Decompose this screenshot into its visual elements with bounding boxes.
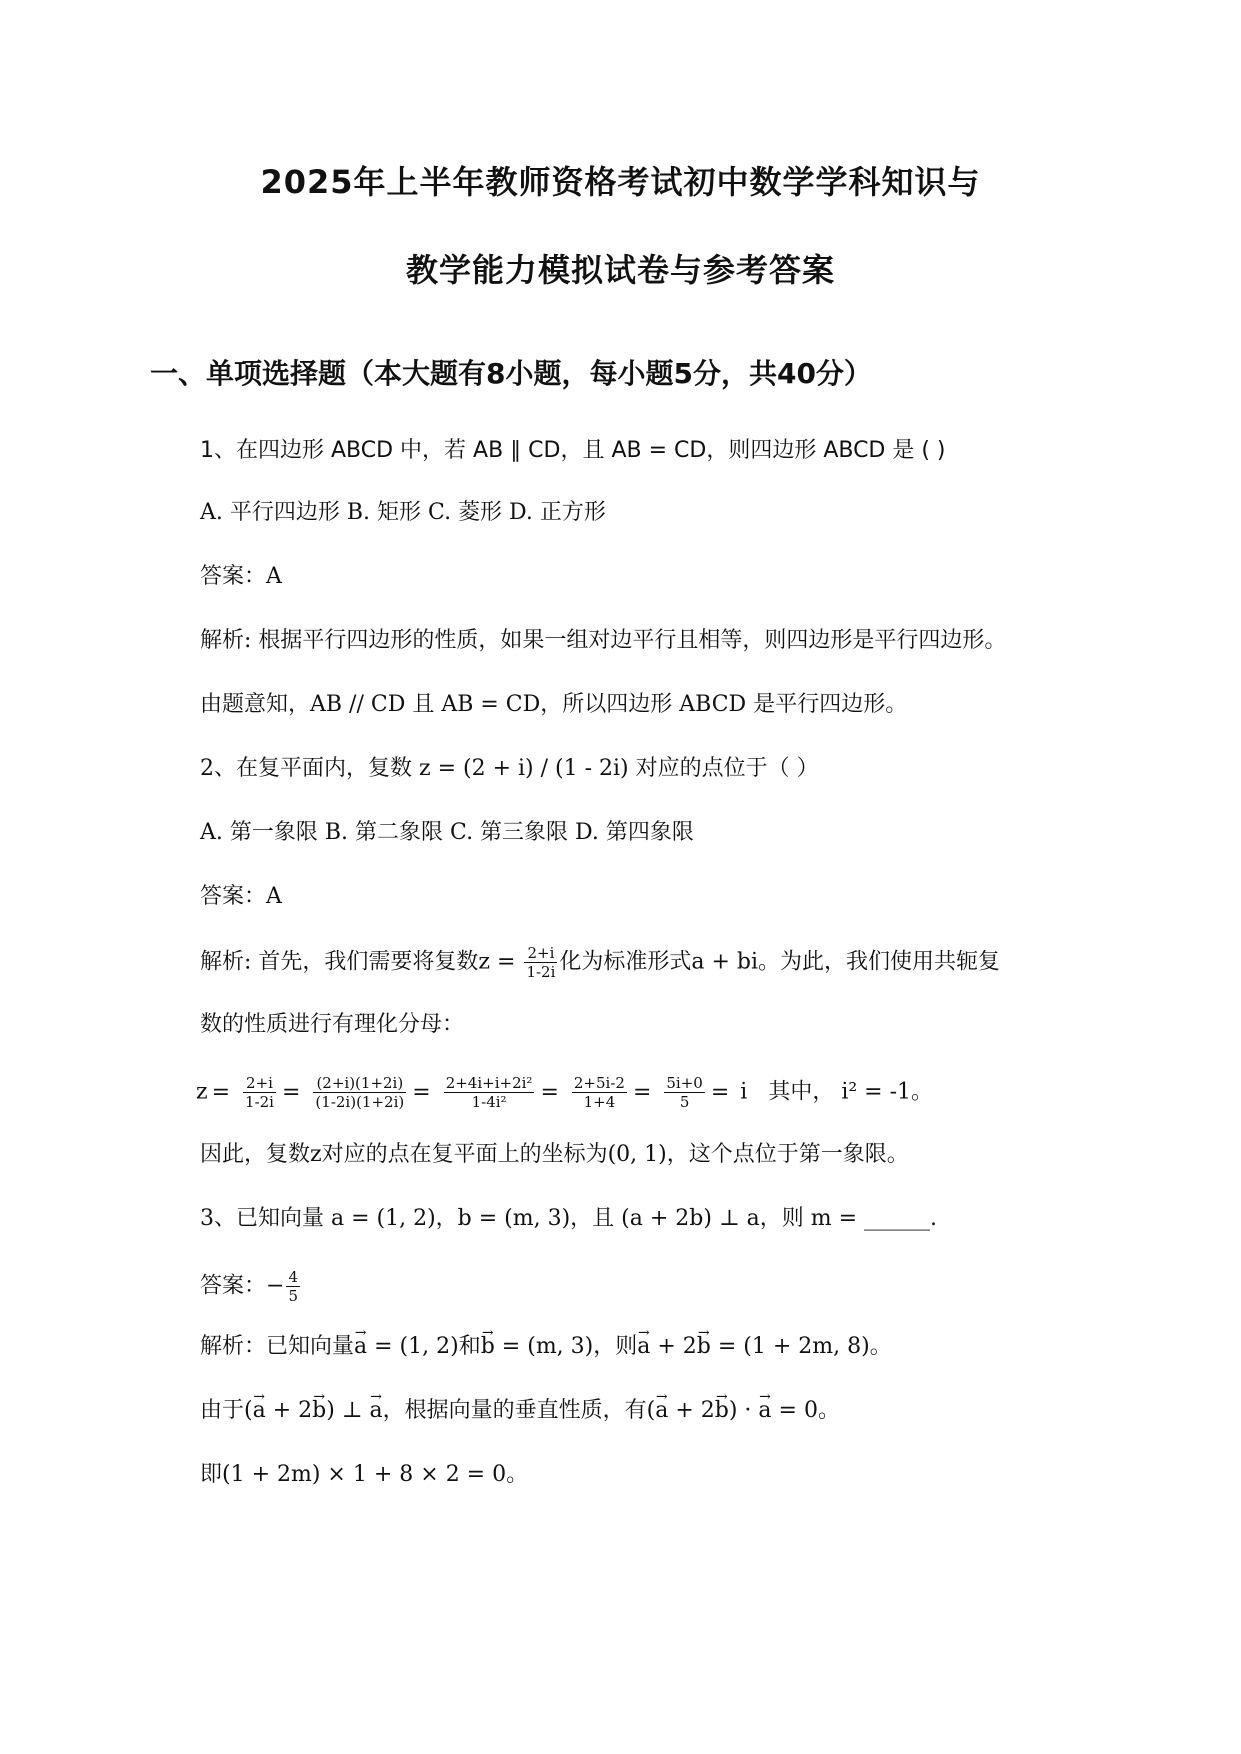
- q3-analysis-line3: 即(1 + 2m) × 1 + 8 × 2 = 0。: [200, 1462, 529, 1487]
- q3-a2-suffix: = 0。: [771, 1398, 840, 1423]
- vector-b: → b: [697, 1332, 711, 1362]
- q2-chain-frac3-den: 1-4i²: [471, 1093, 507, 1111]
- q2-chain-frac4: [572, 1074, 627, 1111]
- q3-a2-mid5: ) ·: [728, 1398, 759, 1423]
- document-title-line1: 2025年上半年教师资格考试初中数学学科知识与: [260, 163, 981, 201]
- q2-chain-frac3-num: 2+4i+i+2i²: [445, 1074, 533, 1092]
- q3-a1-mid3: + 2: [650, 1334, 697, 1359]
- q2-options: A. 第一象限 B. 第二象限 C. 第三象限 D. 第四象限: [200, 820, 694, 845]
- q3-answer: [200, 1268, 302, 1305]
- vector-a: → a: [758, 1396, 771, 1426]
- q3-a1-prefix: 解析：已知向量: [200, 1334, 355, 1359]
- q2-answer: 答案：A: [200, 884, 282, 909]
- q3-a2-mid4: + 2: [668, 1398, 715, 1423]
- q2-conclusion: 因此，复数z对应的点在复平面上的坐标为(0, 1)，这个点位于第一象限。: [200, 1142, 909, 1167]
- q1-analysis-line2: 由题意知，AB // CD 且 AB = CD，所以四边形 ABCD 是平行四边形。: [200, 692, 908, 717]
- q2-chain-frac2-num: (2+i)(1+2i): [313, 1074, 406, 1093]
- q2-chain-frac1: [243, 1074, 276, 1111]
- vector-a: → a: [354, 1332, 367, 1362]
- q3-answer-fraction: [286, 1268, 300, 1305]
- vector-a: → a: [655, 1396, 668, 1426]
- q2-chain-frac3: [444, 1074, 535, 1111]
- q2-chain-frac1-den: 1-2i: [245, 1093, 274, 1111]
- q3-a2-mid3: ，根据向量的垂直性质，有(: [382, 1398, 656, 1423]
- q1-analysis-line1: 解析: 根据平行四边形的性质，如果一组对边平行且相等，则四边形是平行四边形。: [200, 628, 1007, 653]
- q2-stem: 2、在复平面内，复数 z = (2 + i) / (1 - 2i) 对应的点位于（ ）: [200, 756, 819, 781]
- q2-analysis-line1: [200, 944, 1000, 981]
- q2-fraction-denominator: 1-2i: [526, 963, 556, 981]
- q3-answer-sign: −: [266, 1273, 285, 1299]
- q2-chain-frac4-num: 2+5i-2: [573, 1074, 625, 1092]
- section-heading: 一、单项选择题（本大题有8小题，每小题5分，共40分）: [150, 357, 872, 390]
- q2-fraction: [524, 944, 557, 981]
- vector-a: → a: [370, 1396, 383, 1426]
- q1-answer: 答案：A: [200, 564, 282, 589]
- q3-analysis-line2: [200, 1396, 840, 1426]
- q3-a2-prefix: 由于(: [200, 1398, 253, 1423]
- q2-chain-frac5-num: 5i+0: [666, 1074, 703, 1092]
- q3-stem: 3、已知向量 a = (1, 2)，b = (m, 3)，且 (a + 2b) ⊥ a，则 m = ______.: [200, 1206, 938, 1231]
- q2-analysis-suffix: 化为标准形式a + bi。为此，我们使用共轭复: [559, 949, 1001, 975]
- q1-stem: 1、在四边形 ABCD 中，若 AB ∥ CD，且 AB = CD，则四边形 ABCD 是 ( ): [200, 438, 946, 463]
- q2-chain-frac2-den: (1-2i)(1+2i): [315, 1093, 405, 1111]
- q2-chain-frac4-den: 1+4: [583, 1093, 616, 1111]
- q2-chain-result: i: [740, 1079, 748, 1105]
- q2-chain-frac2: [313, 1074, 406, 1111]
- vector-b: → b: [312, 1396, 326, 1426]
- q2-z-equals: z =: [478, 949, 516, 975]
- q2-chain-note: 其中， i² = -1。: [768, 1079, 934, 1105]
- q3-a2-mid2: ) ⊥: [326, 1398, 370, 1423]
- q3-a2-mid1: + 2: [265, 1398, 313, 1423]
- q1-options: A. 平行四边形 B. 矩形 C. 菱形 D. 正方形: [200, 500, 606, 525]
- q2-analysis-prefix: 解析: 首先，我们需要将复数: [200, 949, 479, 975]
- q2-analysis-line2: 数的性质进行有理化分母：: [200, 1012, 465, 1037]
- vector-a: → a: [253, 1396, 266, 1426]
- q2-chain-frac1-num: 2+i: [243, 1074, 276, 1093]
- q3-answer-denominator: 5: [288, 1287, 298, 1305]
- q3-analysis-line1: [200, 1332, 892, 1362]
- q2-derivation-chain: z = $\frac{2+i}{1-2i}$ = $\frac{(2+i)(1+2i)}{(1-2i)(1+2i)}$ = $\frac{\text{2+4i+i+2i²}}{\text{1-4i²}}$ = $\frac{2+5i-2}{1+4}$ = $\frac{5i+0}{5}$ = i 其中， i² = -1。: [196, 1074, 934, 1111]
- q3-answer-numerator: 4: [288, 1268, 298, 1286]
- document-title-line2: 教学能力模拟试卷与参考答案: [405, 251, 835, 289]
- q2-chain-frac5: [664, 1074, 704, 1111]
- q2-chain-z: z: [196, 1079, 208, 1105]
- vector-a: → a: [637, 1332, 650, 1362]
- q3-a1-suffix: = (1 + 2m, 8)。: [710, 1334, 892, 1359]
- q2-fraction-numerator: 2+i: [524, 944, 557, 963]
- q2-chain-frac5-den: 5: [679, 1093, 690, 1111]
- q3-a1-mid2: = (m, 3)，则: [494, 1334, 638, 1359]
- vector-b: → b: [481, 1332, 495, 1362]
- q3-a1-mid1: = (1, 2)和: [367, 1334, 481, 1359]
- vector-b: → b: [715, 1396, 729, 1426]
- q3-answer-label: 答案：: [200, 1273, 267, 1299]
